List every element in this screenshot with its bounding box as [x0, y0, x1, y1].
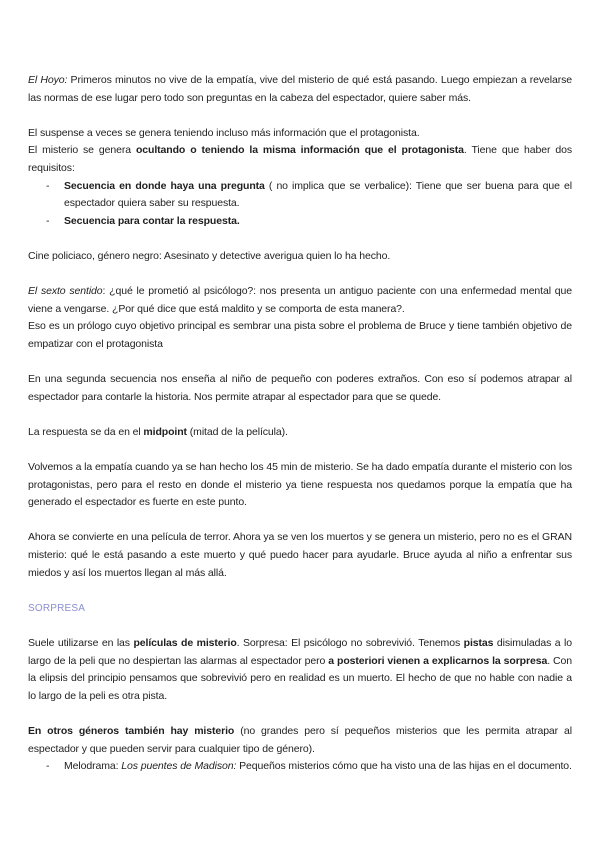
paragraph-empatia: Volvemos a la empatía cuando ya se han hecho los 45 min de misterio. Se ha dado empatía durante el misterio con los protagonistas, pero para el resto en donde el misterio ya tiene respuesta nos quedamos porque la empatía que ha generado el espectador es fuerte en este punto.	[28, 461, 572, 509]
dash-bullet-icon: -	[46, 179, 50, 192]
paragraph-terror: Ahora se convierte en una película de terror. Ahora ya se ven los muertos y se genera un misterio, pero no es el GRAN misterio: qué le está pasando a este muerto y qué puedo hacer para ayudarle. Bruce ayuda al niño a enfrentar sus miedos y así los muertos llegan al más allá.	[28, 531, 572, 579]
paragraph-sexto-sentido	[28, 283, 572, 318]
paragraph-text: . Con la elipsis del principio pensamos que sobrevivió pero en realidad es un muerto. El hecho de que no hable con nadie a lo largo de la peli es otra pista.	[28, 654, 572, 702]
paragraph-text: (mitad de la película).	[186, 425, 288, 438]
emphasis-text: En otros géneros también hay misterio	[28, 724, 235, 737]
paragraph-el-hoyo	[28, 72, 572, 107]
section-heading-sorpresa: SORPRESA	[28, 602, 86, 614]
film-title-el-hoyo: El Hoyo:	[28, 74, 68, 86]
paragraph-text: disimuladas a lo largo de la peli que no despiertan las alarmas al espectador pero	[28, 637, 572, 667]
paragraph-text: Suele utilizarse en las	[28, 637, 134, 649]
emphasis-text: Secuencia en donde haya una pregunta	[64, 179, 265, 192]
list-item	[28, 178, 572, 213]
emphasis-text: pistas	[463, 637, 494, 649]
emphasis-text: Secuencia para contar la respuesta.	[64, 214, 240, 227]
paragraph-misterio	[28, 142, 572, 177]
paragraph-suspense: El suspense a veces se genera teniendo incluso más información que el protagonista.	[28, 126, 420, 139]
generos-list	[28, 758, 572, 776]
paragraph-text: Primeros minutos no vive de la empatía, vive del misterio de qué está pasando. Luego empiezan a revelarse las normas de ese lugar pero todo son preguntas en la cabeza del espectador, quiere saber más.	[28, 74, 572, 104]
paragraph-sorpresa	[28, 635, 572, 705]
paragraph-text: La respuesta se da en el	[28, 425, 144, 438]
paragraph-segunda-secuencia: En una segunda secuencia nos enseña al niño de pequeño con poderes extraños. Con eso sí podemos atrapar al espectador para contarle la historia. Nos permite atrapar al espectador para que se quede.	[28, 373, 572, 403]
paragraph-text: . Tiene que haber dos requisitos:	[28, 144, 572, 174]
paragraph-midpoint	[28, 424, 572, 442]
emphasis-text: a posteriori vienen a explicarnos la sorpresa	[328, 654, 548, 667]
requisitos-list	[28, 178, 572, 231]
paragraph-cine-policiaco: Cine policiaco, género negro: Asesinato y detective averigua quien lo ha hecho.	[28, 249, 391, 262]
list-item-text: Pequeños misterios cómo que ha visto una de las hijas en el documento.	[236, 760, 572, 773]
emphasis-text: midpoint	[143, 425, 187, 438]
paragraph-text: (no grandes pero sí pequeños misterios que les permita atrapar al espectador y que pueden servir para cualquier tipo de género).	[28, 724, 572, 755]
paragraph-otros-generos	[28, 723, 572, 758]
dash-bullet-icon: -	[46, 214, 50, 227]
emphasis-text: películas de misterio	[133, 637, 237, 649]
document-page	[28, 72, 572, 776]
list-item-text: ( no implica que se verbalice): Tiene que ser buena para que el espectador quiera saber su respuesta.	[64, 179, 572, 210]
paragraph-text: : ¿qué le prometió al psicólogo?: nos presenta un antiguo paciente con una enfermedad mental que viene a vengarse. ¿Por qué dice que está maldito y se comporta de esta manera?.	[28, 285, 572, 315]
film-title-sexto-sentido: El sexto sentido	[28, 285, 103, 298]
film-title-puentes-de-madison: Los puentes de Madison:	[121, 760, 237, 773]
paragraph-prologo: Eso es un prólogo cuyo objetivo principal es sembrar una pista sobre el problema de Bruce y tiene también objetivo de empatizar con el protagonista	[28, 320, 572, 350]
paragraph-text: El misterio se genera	[28, 144, 136, 157]
list-item-text: Melodrama:	[64, 760, 122, 773]
list-item	[28, 758, 572, 776]
emphasis-text: ocultando o teniendo la misma información que el protagonista	[135, 144, 464, 157]
list-item	[28, 213, 572, 231]
dash-bullet-icon: -	[46, 760, 50, 773]
paragraph-text: . Sorpresa: El psicólogo no sobrevivió. Tenemos	[236, 637, 464, 649]
